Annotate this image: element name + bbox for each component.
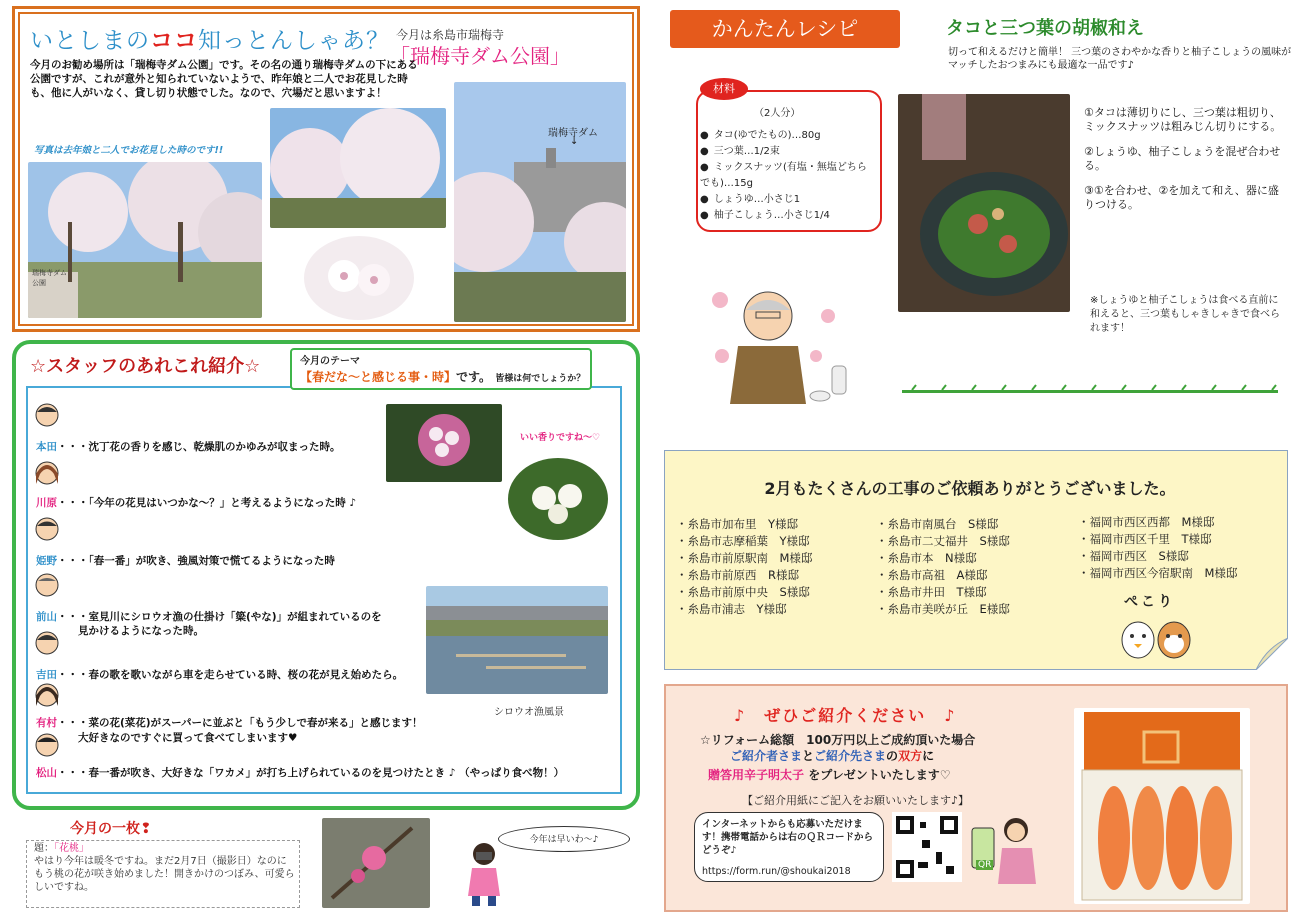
customer-item: ・糸島市二丈福井 S様邸 bbox=[876, 534, 1010, 548]
theme-label: 今月のテーマ bbox=[300, 356, 360, 367]
avatar-himeno bbox=[34, 516, 60, 542]
cherry-flower-closeup bbox=[304, 236, 414, 320]
recipe-tab: かんたんレシピ bbox=[670, 10, 900, 48]
spot-photo-caption: 写真は去年娘と二人でお花見した時のです!! bbox=[34, 145, 224, 156]
customer-item: ・糸島市志摩稲葉 Y様邸 bbox=[676, 534, 810, 548]
recipe-step: ①タコは薄切りにし、三つ葉は粗切り、ミックスナッツは粗みじん切りにする。 bbox=[1084, 106, 1282, 133]
qr-code[interactable] bbox=[892, 812, 962, 882]
customer-item: ・糸島市南風台 S様邸 bbox=[876, 517, 999, 531]
dam-label: 瑞梅寺ダム bbox=[548, 128, 598, 139]
ingredient-item: ● 柚子こしょう…小さじ1/4 bbox=[700, 208, 872, 224]
staff-title: ☆スタッフのあれこれ紹介☆ bbox=[30, 356, 261, 377]
avatar-honda bbox=[34, 402, 60, 428]
ingredient-item: ● しょうゆ…小さじ1 bbox=[700, 192, 872, 208]
customer-item: ・糸島市前原駅南 M様邸 bbox=[676, 551, 813, 565]
spot-body-text: 今月のお勧め場所は「瑞梅寺ダム公園」です。その名の通り瑞梅寺ダムの下にある公園ですが、これが意外と知られていないようで、昨年娘と二人でお花見した時も、他に人がいなく、貸し切り状態でした。なので、穴場だと思いますよ！ bbox=[30, 59, 418, 99]
spot-title: いとしまのココ知っとんしゃあ？ bbox=[30, 28, 390, 54]
photo-of-month-text: 題：「花桃」 やはり今年は暖冬ですね。まだ2月7日（撮影日）なのにもう桃の花が咲き始めました！開きかけのつぼみ、可愛らしいですね。 bbox=[34, 843, 295, 893]
staff-row: 有村・・・菜の花(菜花)がスーパーに並ぶと「もう少しで春が来る」と感じます！ bbox=[36, 717, 423, 729]
referral-target: ご紹介者さまとご紹介先さまの双方に bbox=[730, 749, 935, 763]
customer-item: ・糸島市高祖 A様邸 bbox=[876, 568, 988, 582]
customer-item: ・糸島市浦志 Y様邸 bbox=[676, 602, 787, 616]
staff-row: 吉田・・・春の歌を歌いながら車を走らせている時、桜の花が見え始めたら。 bbox=[36, 669, 404, 681]
thanks-title: 2月もたくさんの工事のご依頼ありがとうございました。 bbox=[764, 479, 1176, 498]
ingredient-item: ● ミックスナッツ(有塩・無塩どちらでも)…15g bbox=[700, 160, 872, 192]
peach-blossom-photo bbox=[322, 818, 430, 908]
recipe-name: タコと三つ葉の胡椒和え bbox=[946, 18, 1144, 39]
customer-item: ・糸島市加布里 Y様邸 bbox=[676, 517, 799, 531]
servings: （2人分） bbox=[754, 108, 801, 119]
ingredients-list bbox=[700, 128, 872, 224]
elderly-man-illustration bbox=[706, 286, 856, 406]
thanks-list-3 bbox=[1078, 514, 1237, 582]
thanks-list-2 bbox=[876, 516, 1010, 618]
dam-photo bbox=[454, 82, 626, 322]
ingredient-item: ● 三つ葉…1/2束 bbox=[700, 144, 872, 160]
recipe-steps bbox=[1084, 106, 1284, 223]
referral-online-text: インターネットからも応募いただけます！携帯電話からは右のＱＲコードからどうぞ♪ bbox=[702, 819, 874, 856]
mentaiko-gift-photo bbox=[1074, 708, 1250, 904]
phone-user-illustration bbox=[964, 814, 1044, 884]
page-curl bbox=[1256, 638, 1288, 670]
staff-row: 川原・・・「今年の花見はいつかな～？」と考えるようになった時 ♪ bbox=[36, 497, 357, 509]
staff-row: 本田・・・沈丁花の香りを感じ、乾燥肌のかゆみが収まった時。 bbox=[36, 441, 341, 453]
recipe-step: ③①を合わせ、②を加えて和え、器に盛りつける。 bbox=[1084, 184, 1279, 211]
bamboo-divider bbox=[902, 384, 1278, 398]
arrow-down-icon: ↓ bbox=[570, 136, 579, 147]
spot-park-name: 「瑞梅寺ダム公園」 bbox=[390, 44, 570, 68]
customer-item: ・糸島市美咲が丘 E様邸 bbox=[876, 602, 1010, 616]
avatar-yoshida bbox=[34, 630, 60, 656]
photographer-illustration bbox=[462, 840, 506, 908]
cherry-blossom-photo bbox=[28, 162, 262, 318]
customer-item: ・糸島市前原西 R様邸 bbox=[676, 568, 799, 582]
avatar-kawahara bbox=[34, 460, 60, 486]
staff-row-continued: 大好きなのですぐに買って食べてしまいます♥ bbox=[78, 732, 298, 744]
river-fishing-photo bbox=[426, 586, 608, 694]
pekori-text: ぺこり bbox=[1124, 594, 1175, 610]
referral-title: ♪ ぜひご紹介ください ♪ bbox=[734, 706, 957, 725]
avatar-maeyama bbox=[34, 572, 60, 598]
referral-condition: ☆リフォーム総額 100万円以上ご成約頂いた場合 bbox=[700, 733, 976, 747]
referral-url-link[interactable]: https://form.run/@shoukai2018 bbox=[702, 866, 851, 877]
qr-label: QR bbox=[978, 860, 992, 870]
staff-row: 姫野・・・「春一番」が吹き、強風対策で慌てるようになった時 bbox=[36, 555, 335, 567]
avatar-matsuyama bbox=[34, 732, 60, 758]
staff-row: 前山・・・室見川にシロウオ漁の仕掛け「簗(やな)」が組まれているのを bbox=[36, 611, 382, 623]
avatar-arimura bbox=[34, 682, 60, 708]
dish-photo bbox=[898, 94, 1070, 312]
photo-of-month-title: 今月の一枚❢ bbox=[70, 821, 152, 837]
customer-item: ・糸島市前原中央 S様邸 bbox=[676, 585, 810, 599]
recipe-note: ※しょうゆと柚子こしょうは食べる直前に和えると、三つ葉もしゃきしゃきで食べられます！ bbox=[1090, 295, 1280, 334]
thanks-list-1 bbox=[676, 516, 812, 618]
nice-scent-note: いい香りですね～♡ bbox=[520, 433, 601, 443]
recipe-step: ②しょうゆ、柚子こしょうを混ぜ合わせる。 bbox=[1084, 145, 1281, 172]
bowing-characters bbox=[1118, 612, 1194, 662]
customer-item: ・糸島市井田 T様邸 bbox=[876, 585, 987, 599]
customer-item: ・福岡市西区千里 T様邸 bbox=[1078, 532, 1212, 546]
fishing-photo-caption: シロウオ漁風景 bbox=[494, 707, 564, 718]
customer-item: ・福岡市西区西都 M様邸 bbox=[1078, 515, 1215, 529]
daphne-flower-photo bbox=[386, 404, 502, 482]
staff-row: 松山・・・春一番が吹き、大好きな「ワカメ」が打ち上げられているのを見つけたとき ♪ （やっぱり食べ物！） bbox=[36, 767, 565, 779]
theme-text: 【春だな～と感じる事・時】です。 皆様は何でしょうか？ bbox=[300, 370, 586, 384]
staff-row-continued: 見かけるようになった時。 bbox=[78, 625, 204, 637]
park-sign: 瑞梅寺ダム公園 bbox=[32, 269, 67, 287]
customer-item: ・糸島市本 N様邸 bbox=[876, 551, 977, 565]
customer-item: ・福岡市西区 S様邸 bbox=[1078, 549, 1189, 563]
recipe-lead: 切って和えるだけと簡単！ 三つ葉のさわやかな香りと柚子こしょうの風味がマッチしたおつまみにも最適な一品です♪ bbox=[948, 47, 1292, 71]
ingredient-item: ● タコ(ゆでたもの)…80g bbox=[700, 128, 872, 144]
spot-subtitle: 今月は糸島市瑞梅寺 bbox=[396, 28, 505, 42]
white-daphne-photo bbox=[508, 458, 608, 540]
ingredients-badge: 材料 bbox=[700, 78, 748, 100]
customer-item: ・福岡市西区今宿駅南 M様邸 bbox=[1078, 566, 1238, 580]
referral-instruction: 【ご紹介用紙にご記入をお願いいたします♪】 bbox=[742, 794, 970, 807]
cherry-tree-photo bbox=[270, 108, 446, 228]
referral-gift: 贈答用辛子明太子 をプレゼントいたします♡ bbox=[708, 768, 951, 782]
speech-bubble: 今年は早いわ～♪ bbox=[498, 826, 630, 852]
